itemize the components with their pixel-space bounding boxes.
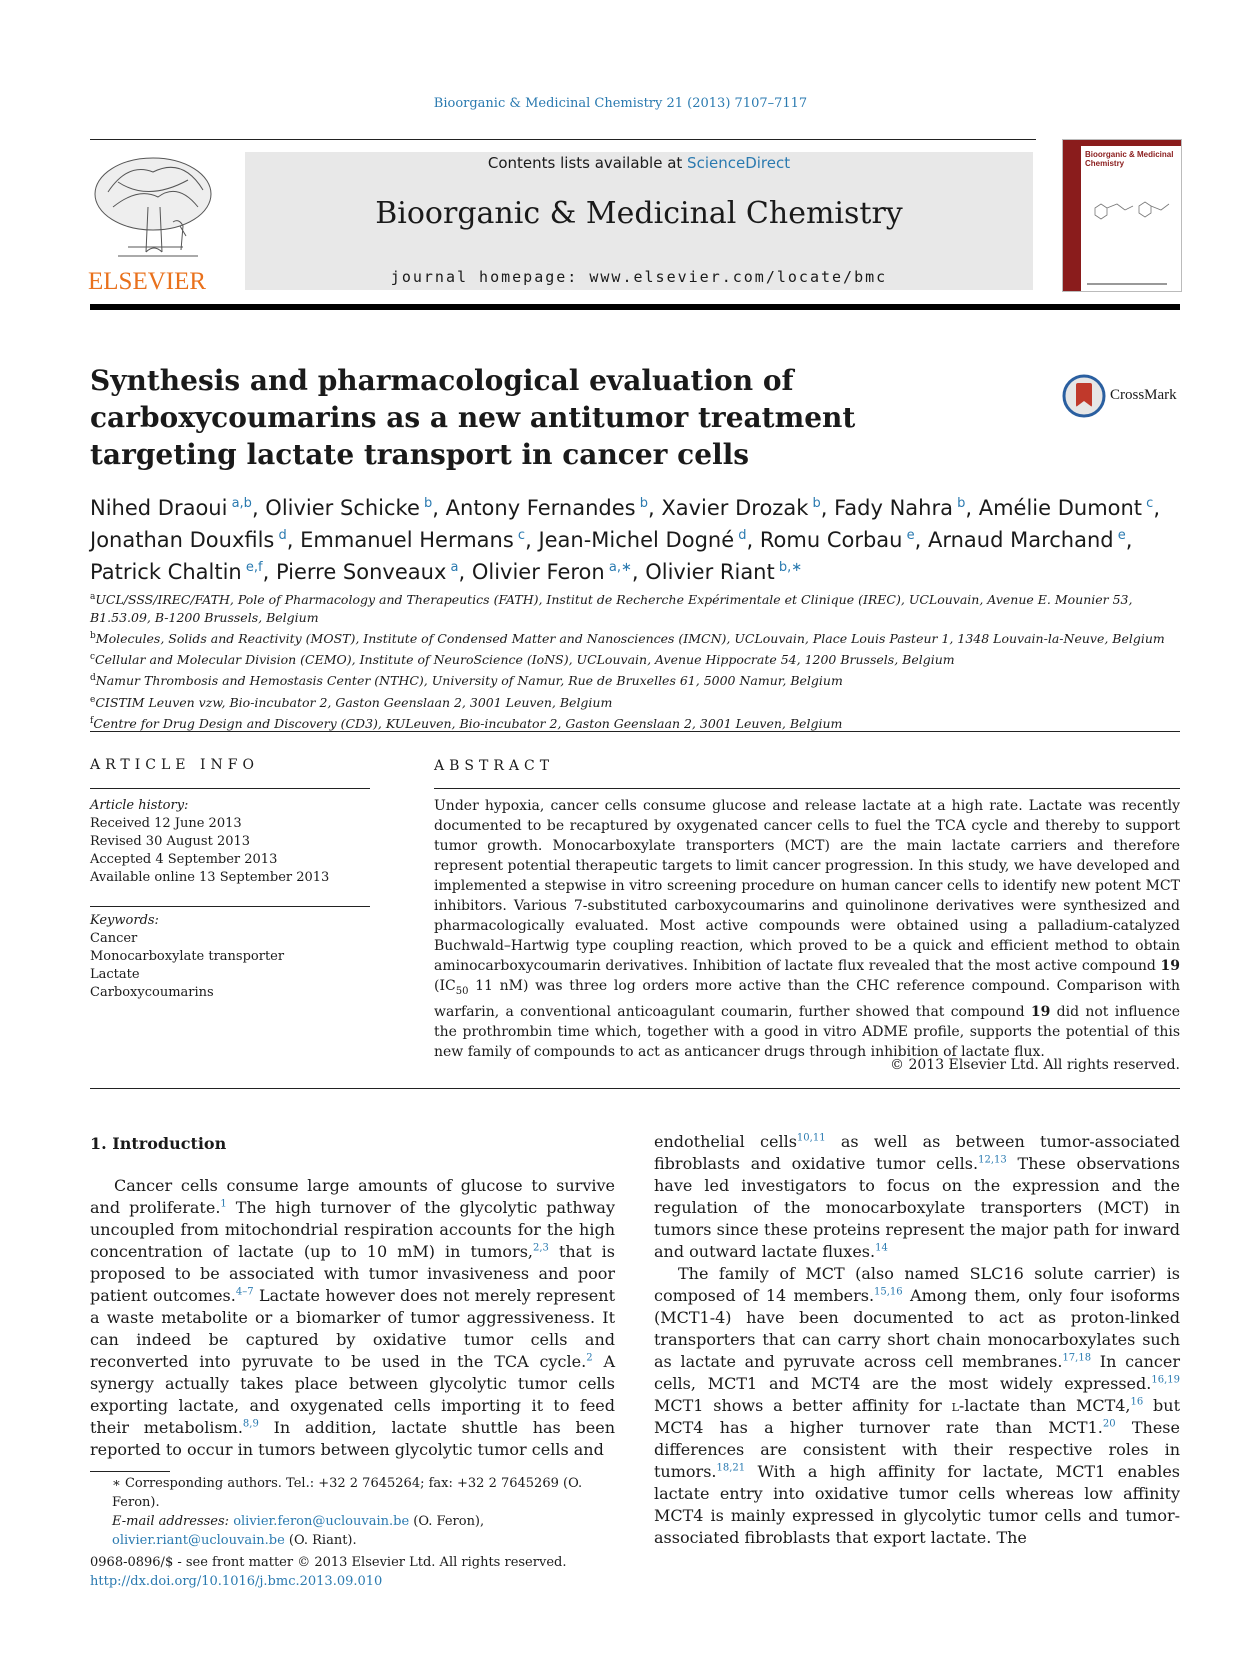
- journal-homepage[interactable]: journal homepage: www.elsevier.com/locate/bmc: [390, 268, 888, 286]
- body-text: Lactate however does not merely represent a waste metabolite or a biomarker of tumor aggressiveness. It can indeed be captured by oxidative tumor cells and reconverted into pyruvate to be used in the TCA cycle.: [90, 1286, 615, 1371]
- keywords-label: Keywords:: [90, 913, 159, 928]
- affiliation-item: [90, 669, 1180, 690]
- author-affiliation-mark[interactable]: b: [635, 496, 648, 511]
- author-name: Amélie Dumont: [978, 496, 1143, 520]
- author-separator: ,: [914, 528, 928, 552]
- crossmark-badge[interactable]: [1062, 374, 1187, 420]
- body-text: The family of MCT (also named SLC16 solute carrier) is composed of 14 members.: [654, 1264, 1180, 1305]
- author-name: Nihed Draoui: [90, 496, 228, 520]
- corresponding-footnote: [90, 1474, 615, 1550]
- journal-citation[interactable]: Bioorganic & Medicinal Chemistry 21 (2013) 7107–7117: [433, 96, 808, 111]
- keywords-block: [90, 912, 380, 1002]
- author-affiliation-mark[interactable]: c: [1142, 496, 1154, 511]
- cover-title: Bioorganic & Medicinal Chemistry: [1085, 150, 1174, 168]
- affiliation-item: [90, 712, 1180, 733]
- author-name: Fady Nahra: [834, 496, 953, 520]
- article-info-rule: [90, 788, 370, 789]
- author-separator: ,: [432, 496, 446, 520]
- citation-ref[interactable]: 2: [586, 1352, 593, 1364]
- affiliation-item: [90, 648, 1180, 669]
- crossmark-label: CrossMark: [1110, 387, 1177, 403]
- abstract-text: [434, 796, 1180, 1062]
- abstract-heading: ABSTRACT: [434, 758, 555, 774]
- history-revised: Revised 30 August 2013: [90, 834, 251, 849]
- corresponding-authors: ∗ Corresponding authors. Tel.: +32 2 7645264; fax: +32 2 7645269 (O. Feron).: [112, 1476, 583, 1510]
- email-owner: (O. Feron),: [409, 1514, 485, 1529]
- affiliation-label: e: [90, 694, 96, 705]
- body-text: but MCT4 has a higher turnover rate than MCT1.: [654, 1396, 1181, 1437]
- citation-ref[interactable]: 2,3: [533, 1242, 549, 1254]
- author-name: Olivier Riant: [645, 560, 775, 584]
- citation-ref[interactable]: 1: [220, 1198, 227, 1210]
- footnote-rule: [90, 1471, 170, 1472]
- elsevier-wordmark: ELSEVIER: [88, 268, 207, 295]
- author-separator: ,: [965, 496, 979, 520]
- body-text: endothelial cells: [654, 1132, 797, 1151]
- citation-ref[interactable]: 16: [1130, 1396, 1144, 1408]
- body-text: as well as between tumor-associated fibroblasts and oxidative tumor cells.: [654, 1132, 1180, 1173]
- intro-paragraph-1: [90, 1175, 615, 1461]
- keyword-item: Monocarboxylate transporter: [90, 949, 285, 964]
- affiliation-item: [90, 627, 1180, 648]
- author-name: Olivier Feron: [471, 560, 605, 584]
- author-name: Antony Fernandes: [445, 496, 636, 520]
- cover-spine: [1063, 140, 1081, 291]
- article-title: Synthesis and pharmacological evaluation of carboxycoumarins as a new antitumor treatment targeting lactate transport in cancer cells: [90, 364, 856, 471]
- author-name: Arnaud Marchand: [927, 528, 1114, 552]
- small-caps-text: l: [951, 1396, 959, 1415]
- author-separator: ,: [525, 528, 539, 552]
- author-name: Jean-Michel Dogné: [538, 528, 735, 552]
- section-heading-introduction: 1. Introduction: [90, 1134, 227, 1153]
- abstract-part: 11 nM) was three log orders more active than the CHC reference compound. Comparison with warfarin, a conventional anticoagulant coumarin, further showed that compound: [434, 978, 1180, 1020]
- sciencedirect-link[interactable]: ScienceDirect: [687, 154, 791, 172]
- affiliation-label: c: [90, 652, 96, 663]
- history-received: Received 12 June 2013: [90, 816, 242, 831]
- affiliation-item: [90, 588, 1180, 627]
- keyword-item: Cancer: [90, 931, 138, 946]
- affiliation-text: Centre for Drug Design and Discovery (CD3), KULeuven, Bio-incubator 2, Gaston Geenslaan 2, 3001 Leuven, Belgium: [93, 715, 843, 731]
- email-addresses: [90, 1512, 615, 1550]
- body-text: that is proposed to be associated with tumor invasiveness and poor patient outcomes.: [90, 1242, 616, 1305]
- cover-structures-icon: [1089, 196, 1173, 222]
- header-top-rule: [90, 139, 1036, 140]
- citation-ref[interactable]: 14: [875, 1242, 888, 1254]
- citation-ref[interactable]: 20: [1102, 1418, 1116, 1430]
- author-affiliation-mark[interactable]: e: [1113, 528, 1126, 543]
- affiliation-label: a: [90, 592, 96, 602]
- author-separator: ,: [262, 560, 276, 584]
- body-text: These differences are consistent with their respective roles in tumors.: [654, 1418, 1180, 1481]
- author-name: Emmanuel Hermans: [300, 528, 514, 552]
- front-matter-block: [90, 1553, 566, 1591]
- author-affiliation-mark[interactable]: d: [274, 528, 287, 543]
- journal-name: Bioorganic & Medicinal Chemistry: [375, 196, 903, 231]
- contents-prefix: Contents lists available at: [487, 154, 688, 172]
- author-separator: ,: [820, 496, 835, 520]
- author-separator: ,: [746, 528, 760, 552]
- keyword-item: Lactate: [90, 967, 140, 982]
- history-label: Article history:: [90, 798, 189, 813]
- elsevier-tree-icon: [88, 152, 218, 264]
- citation-ref[interactable]: 4–7: [235, 1286, 254, 1298]
- author-name: Olivier Schicke: [265, 496, 420, 520]
- author-name: Patrick Chaltin: [90, 560, 242, 584]
- author-affiliation-mark[interactable]: b: [419, 496, 433, 511]
- citation-ref[interactable]: 18,21: [716, 1462, 746, 1474]
- body-text: A synergy actually takes place between glycolytic tumor cells exporting lactate, and oxygenated cells importing it to feed their metabolism.: [90, 1352, 615, 1437]
- affiliation-text: Cellular and Molecular Division (CEMO), Institute of NeuroScience (IoNS), UCLouvain, Avenue Hippocrate 54, 1200 Brussels, Belgium: [95, 652, 955, 668]
- elsevier-logo: [88, 152, 218, 295]
- intro-paragraph-2: [654, 1263, 1180, 1549]
- article-info-heading: ARTICLE INFO: [90, 757, 259, 773]
- body-text: These observations have led investigators to focus on the expression and the regulation of the monocarboxylate transporters (MCT) in tumors since these proteins represent the major path for inward and outward lactate fluxes.: [654, 1154, 1180, 1261]
- article-history: [90, 797, 380, 887]
- affiliation-label: d: [90, 673, 96, 684]
- keywords-rule: [90, 906, 370, 907]
- author-separator: ,: [286, 528, 301, 552]
- email-link-feron[interactable]: olivier.feron@uclouvain.be: [233, 1514, 410, 1529]
- author-separator: ,: [251, 496, 266, 520]
- author-affiliation-mark[interactable]: a,∗: [604, 560, 632, 575]
- email-label: E-mail addresses:: [112, 1514, 230, 1529]
- body-text: -lactate than MCT4,: [958, 1396, 1131, 1415]
- affiliation-label: b: [90, 631, 96, 642]
- copyright-line: © 2013 Elsevier Ltd. All rights reserved.: [890, 1057, 1180, 1073]
- header-thick-rule: [90, 304, 1180, 310]
- author-name: Romu Corbau: [759, 528, 903, 552]
- abstract-bottom-rule: [90, 1088, 1180, 1089]
- crossmark-icon: [1062, 374, 1106, 418]
- body-text: Among them, only four isoforms (MCT1-4) have been documented to act as proton-linked transporters that can carry short chain monocarboxylates such as lactate and pyruvate across cell membranes.: [654, 1286, 1180, 1371]
- body-text: With a high affinity for lactate, MCT1 enables lactate entry into oxidative tumor cells whereas low affinity MCT4 is mainly expressed in glycolytic tumor cells and tumor-associated fibroblasts that export lactate. The: [654, 1462, 1180, 1547]
- author-affiliation-mark[interactable]: a,b: [227, 496, 252, 511]
- affiliation-item: [90, 691, 1180, 712]
- abstract-part: (IC: [434, 978, 456, 994]
- affiliation-text: Molecules, Solids and Reactivity (MOST), Institute of Condensed Matter and Nanosciences (IMCN), UCLouvain, Place Louis Pasteur 1, 1348 Louvain-la-Neuve, Belgium: [95, 631, 1165, 647]
- history-accepted: Accepted 4 September 2013: [90, 852, 278, 867]
- citation-ref[interactable]: 16,19: [1151, 1374, 1180, 1386]
- author-affiliation-mark[interactable]: e: [902, 528, 915, 543]
- email-link-riant[interactable]: olivier.riant@uclouvain.be: [112, 1533, 285, 1548]
- author-name: Pierre Sonveaux: [275, 560, 447, 584]
- author-separator: ,: [458, 560, 472, 584]
- email-owner: (O. Riant).: [284, 1533, 357, 1548]
- author-affiliation-mark[interactable]: d: [734, 528, 747, 543]
- affiliation-text: Namur Thrombosis and Hemostasis Center (NTHC), University of Namur, Rue de Bruxelles 61, 5000 Namur, Belgium: [95, 673, 843, 689]
- body-text: In cancer cells, MCT1 and MCT4 are the most widely expressed.: [654, 1352, 1180, 1393]
- author-name: Jonathan Douxfils: [90, 528, 275, 552]
- ic50-subscript: 50: [455, 985, 469, 997]
- author-affiliation-mark[interactable]: b,∗: [774, 560, 803, 575]
- affiliation-label: f: [90, 715, 94, 726]
- citation-ref[interactable]: 10,11: [796, 1132, 826, 1144]
- abstract-part: did not influence the prothrombin time which, together with a good in vitro ADME profile, supports the potential of this new family of compounds to act as anticancer drugs through inhibition of lactate flux.: [434, 1003, 1180, 1060]
- citation-ref[interactable]: 15,16: [874, 1286, 903, 1298]
- abstract-rule: [434, 788, 1180, 789]
- author-affiliation-mark[interactable]: c: [513, 528, 526, 543]
- author-affiliation-mark[interactable]: e,f: [241, 560, 263, 575]
- body-text: The high turnover of the glycolytic pathway uncoupled from mitochondrial respiration accounts for the high concentration of lactate (up to 10 mM) in tumors,: [90, 1198, 615, 1261]
- citation-ref[interactable]: 8,9: [242, 1418, 259, 1430]
- author-list: [90, 490, 1180, 586]
- author-affiliation-mark[interactable]: b: [808, 496, 821, 511]
- author-affiliation-mark[interactable]: b: [952, 496, 966, 511]
- affiliation-list: [90, 588, 1180, 733]
- compound-number: 19: [1030, 1003, 1051, 1020]
- intro-paragraph-1-continued: [654, 1131, 1180, 1263]
- compound-number: 19: [1160, 958, 1180, 974]
- contents-line: [245, 154, 1033, 172]
- affiliation-text: UCL/SSS/IREC/FATH, Pole of Pharmacology and Therapeutics (FATH), Institut de Recherche Expérimentale et Clinique (IREC), UCLouvain, Avenue E. Mounier 53, B1.53.09, B-1200 Brussels, Belgium: [90, 592, 1133, 626]
- author-separator: ,: [1125, 528, 1133, 552]
- author-separator: ,: [648, 496, 662, 520]
- abstract-part: Under hypoxia, cancer cells consume glucose and release lactate at a high rate. Lactate was recently documented to be recaptured by oxygenated cancer cells to fuel the TCA cycle and thereby to support tumor growth. Monocarboxylate transporters (MCT) are the main lactate carriers and therefore represent potential therapeutic targets to limit cancer progression. In this study, we have developed and implemented a stepwise in vitro screening procedure on human cancer cells to identify new potent MCT inhibitors. Various 7-substituted carboxycoumarins and quinolinone derivatives were synthesized and pharmacologically evaluated. Most active compounds were obtained using a palladium-catalyzed Buchwald–Hartwig type coupling reaction, which proved to be a quick and efficient method to obtain aminocarboxycoumarin derivatives. Inhibition of lactate flux revealed that the most active compound: [434, 798, 1180, 974]
- keyword-item: Carboxycoumarins: [90, 985, 214, 1000]
- affiliation-text: CISTIM Leuven vzw, Bio-incubator 2, Gaston Geenslaan 2, 3001 Leuven, Belgium: [95, 694, 613, 710]
- journal-banner: [245, 152, 1033, 290]
- cover-top-band: [1063, 140, 1181, 146]
- body-text: MCT1 shows a better affinity for: [654, 1396, 952, 1415]
- citation-ref[interactable]: 17,18: [1062, 1352, 1092, 1364]
- doi-link[interactable]: http://dx.doi.org/10.1016/j.bmc.2013.09.010: [90, 1574, 383, 1589]
- journal-cover-thumbnail[interactable]: [1062, 139, 1182, 292]
- issn-line: 0968-0896/$ - see front matter © 2013 Elsevier Ltd. All rights reserved.: [90, 1555, 567, 1570]
- author-affiliation-mark[interactable]: a: [446, 560, 459, 575]
- body-text: In addition, lactate shuttle has been reported to occur in tumors between glycolytic tumor cells and: [90, 1418, 615, 1459]
- history-online: Available online 13 September 2013: [90, 870, 330, 885]
- author-separator: ,: [1153, 496, 1161, 520]
- affiliations-rule: [90, 731, 1180, 732]
- author-name: Xavier Drozak: [661, 496, 809, 520]
- body-text: Cancer cells consume large amounts of glucose to survive and proliferate.: [90, 1176, 615, 1217]
- citation-ref[interactable]: 12,13: [978, 1154, 1007, 1166]
- author-separator: ,: [631, 560, 646, 584]
- cover-footer-line: [1087, 283, 1167, 285]
